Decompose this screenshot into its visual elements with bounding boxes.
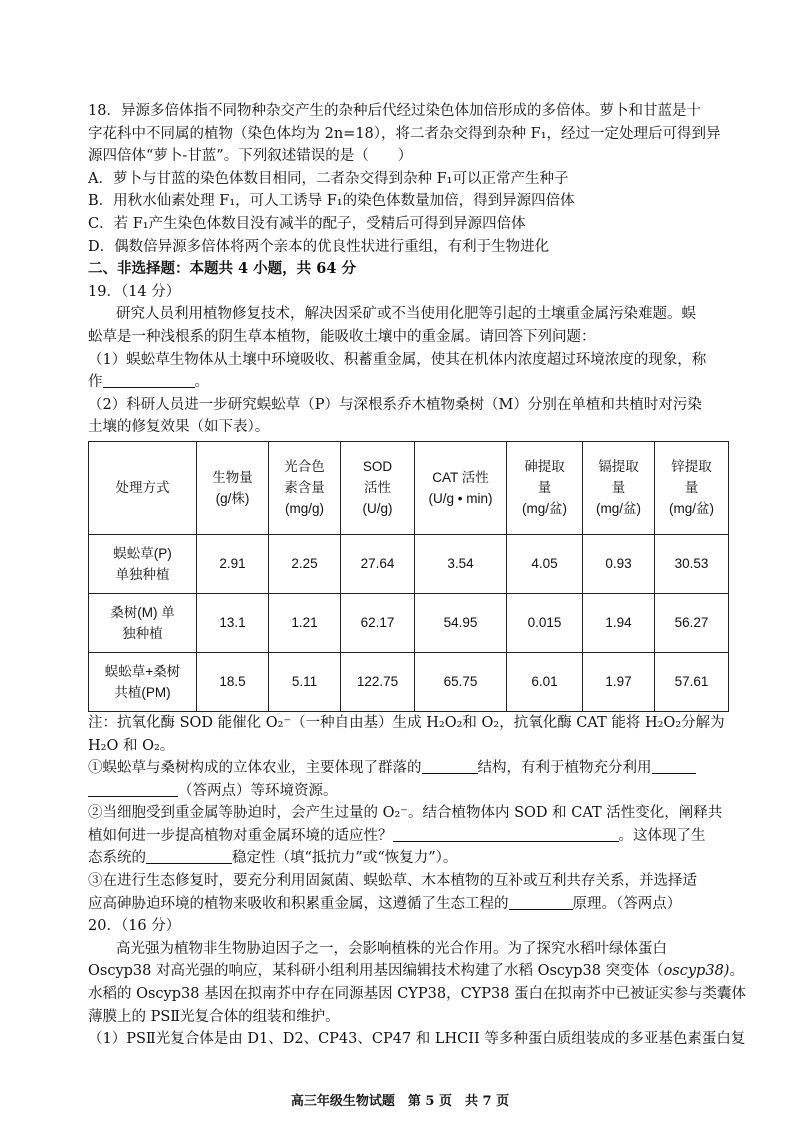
column-header-text: (mg/盆) <box>522 501 567 517</box>
table-row <box>89 652 729 711</box>
q19-part2-line: 土壤的修复效果（如下表）。 <box>88 419 270 436</box>
text: ①蜈蚣草与桑树构成的立体农业，主要体现了群落的 <box>88 760 422 777</box>
exam-page <box>88 100 747 1051</box>
q18-stem-line: 源四倍体“萝卜-甘蓝”。下列叙述错误的是（ ） <box>88 148 413 165</box>
text: 。 <box>729 963 744 980</box>
q19-intro-line: 蚣草是一种浅根系的阴生草本植物，能吸收土壤中的重金属。请回答下列问题： <box>88 328 596 345</box>
table-cell: 0.93 <box>583 534 655 593</box>
column-header-text: 砷提取 <box>524 459 565 475</box>
question-18 <box>88 100 728 258</box>
column-header <box>415 441 507 534</box>
text: 。 <box>194 374 209 391</box>
row-label <box>89 593 197 652</box>
q20-line <box>88 960 744 983</box>
row-label-text: 桑树(M) 单 <box>110 604 175 620</box>
table-cell: 2.91 <box>197 534 269 593</box>
q19-part1-line: （1）蜈蚣草生物体从土壤中环境吸收、积蓄重金属，使其在机体内浓度超过环境浓度的现象，称 <box>88 351 707 368</box>
q18-option-a: A．萝卜与甘蓝的染色体数目相同，二者杂交得到杂种 F₁可以正常产生种子 <box>88 170 569 187</box>
column-header-text: (U/g • min) <box>428 490 493 506</box>
table-cell: 5.11 <box>269 652 341 711</box>
column-header-text: 镉提取 <box>598 459 639 475</box>
text: 植如何进一步提高植物对重金属环境的适应性？ <box>88 827 393 844</box>
table-row <box>89 593 729 652</box>
column-header-text: (mg/盆) <box>669 501 714 517</box>
row-label-text: 单独种植 <box>115 566 170 582</box>
table-cell: 30.53 <box>655 534 729 593</box>
q19-sub2-line: ②当细胞受到重金属等胁迫时，会产生过量的 O₂⁻。结合植物体内 SOD 和 CAT 活性变化，阐释共 <box>88 805 723 822</box>
row-label-text: 独种植 <box>122 625 163 641</box>
q20-line: 高光强为植物非生物胁迫因子之一，会影响植株的光合作用。为了探究水稻叶绿体蛋白 <box>116 940 667 957</box>
table-cell: 4.05 <box>507 534 583 593</box>
q20-header: 20．（16 分） <box>88 918 181 935</box>
answer-blank[interactable] <box>422 759 478 774</box>
column-header <box>655 441 729 534</box>
table-cell: 54.95 <box>415 593 507 652</box>
column-header-text: (mg/g) <box>284 501 324 517</box>
column-header <box>197 441 269 534</box>
text: 原理。（答两点） <box>572 895 682 912</box>
column-header-text: 光合色 <box>284 459 325 475</box>
column-header-text: 量 <box>611 480 626 496</box>
mutant-name: oscyp38) <box>663 963 730 980</box>
answer-blank[interactable] <box>103 373 195 388</box>
question-19 <box>88 281 728 916</box>
table-cell: 57.61 <box>655 652 729 711</box>
answer-blank[interactable] <box>146 849 232 864</box>
q18-stem-line: 字花科中不同属的植物（染色体均为 2n=18），将二者杂交得到杂种 F₁，经过一定处理后可得到异 <box>88 125 721 142</box>
column-header <box>269 441 341 534</box>
q20-line: 薄膜上的 PSⅡ光复合体的组装和维护。 <box>88 1008 340 1025</box>
table-cell: 3.54 <box>415 534 507 593</box>
column-header <box>583 441 655 534</box>
table-cell: 1.21 <box>269 593 341 652</box>
q19-note-line: H₂O 和 O₂。 <box>88 737 175 754</box>
q20-line: （1）PSⅡ光复合体是由 D1、D2、CP43、CP47 和 LHCII 等多种蛋白质组装成的多亚基色素蛋白复 <box>88 1031 746 1048</box>
q18-stem-line: 18．异源多倍体指不同物种杂交产生的杂种后代经过染色体加倍形成的多倍体。萝卜和甘蓝是十 <box>88 103 701 119</box>
table-cell: 1.97 <box>583 652 655 711</box>
q19-sub1-line <box>88 780 728 803</box>
q19-part2-line: （2）科研人员进一步研究蜈蚣草（P）与深根系乔木植物桑树（M）分别在单植和共植时对污染 <box>88 396 702 413</box>
column-header-text: 量 <box>537 480 552 496</box>
column-header-text: 处理方式 <box>115 480 170 496</box>
text: 结构，有利于植物充分利用 <box>477 760 652 777</box>
answer-blank[interactable] <box>652 759 696 774</box>
answer-blank[interactable] <box>393 827 619 842</box>
row-label-text: 共植(PM) <box>114 684 171 700</box>
column-header-text: (g/株) <box>215 490 250 506</box>
q20-line: 水稻的 Oscyp38 基因在拟南芥中存在同源基因 CYP38，CYP38 蛋白在拟南芥中已被证实参与类囊体 <box>88 986 747 1003</box>
q19-header: 19．（14 分） <box>88 283 181 300</box>
row-label <box>89 534 197 593</box>
table-cell: 18.5 <box>197 652 269 711</box>
text: 应高砷胁迫环境的植物来吸收和积累重金属，这遵循了生态工程的 <box>88 895 509 912</box>
table-cell: 2.25 <box>269 534 341 593</box>
q19-sub2-line <box>88 825 728 848</box>
column-header-text: SOD <box>362 459 393 475</box>
page-footer: 高三年级生物试题 第 5 页 共 7 页 <box>290 1094 510 1109</box>
q18-option-b: B．用秋水仙素处理 F₁，可人工诱导 F₁的染色体数量加倍，得到异源四倍体 <box>88 193 575 210</box>
column-header-text: 锌提取 <box>671 459 712 475</box>
q19-sub1-line <box>88 757 728 780</box>
column-header <box>89 441 197 534</box>
row-label-text: 蜈蚣草(P) <box>113 545 172 561</box>
text: （答两点）等环境资源。 <box>178 782 338 799</box>
q19-sub2-line <box>88 847 728 870</box>
text: 态系统的 <box>88 850 146 867</box>
table-cell: 0.015 <box>507 593 583 652</box>
table-cell: 1.94 <box>583 593 655 652</box>
table-cell: 65.75 <box>415 652 507 711</box>
column-header-text: (mg/盆) <box>596 501 641 517</box>
section-heading: 二、非选择题：本题共 4 小题，共 64 分 <box>88 260 356 278</box>
column-header-text: (U/g) <box>362 501 393 517</box>
q18-option-d: D．偶数倍异源多倍体将两个亲本的优良性状进行重组，有利于生物进化 <box>88 238 550 255</box>
q19-note-line: 注：抗氧化酶 SOD 能催化 O₂⁻（一种自由基）生成 H₂O₂和 O₂，抗氧化酶 CAT 能将 H₂O₂分解为 <box>88 714 725 731</box>
column-header-text: 量 <box>684 480 699 496</box>
q18-option-c: C．若 F₁产生染色体数目没有减半的配子，受精后可得到异源四倍体 <box>88 215 526 232</box>
column-header-text: 素含量 <box>284 480 325 496</box>
table-row <box>89 534 729 593</box>
answer-blank[interactable] <box>88 782 178 797</box>
remediation-table <box>88 441 729 712</box>
table-cell: 56.27 <box>655 593 729 652</box>
q19-part1-line <box>88 371 728 394</box>
text: 。这体现了生 <box>618 827 706 844</box>
q19-sub3-line: ③在进行生态修复时，要充分利用固氮菌、蜈蚣草、木本植物的互补或互利共存关系，并选择适 <box>88 873 697 890</box>
q19-intro-line: 研究人员利用植物修复技术，解决因采矿或不当使用化肥等引起的土壤重金属污染难题。蜈 <box>116 306 696 323</box>
row-label-text: 蜈蚣草+桑树 <box>104 663 181 679</box>
text: Oscyp38 对高光强的响应，某科研小组利用基因编辑技术构建了水稻 Oscyp38 突变体（ <box>88 963 664 980</box>
column-header-text: 生物量 <box>212 469 253 485</box>
table-cell: 62.17 <box>341 593 415 652</box>
table-cell: 27.64 <box>341 534 415 593</box>
row-label <box>89 652 197 711</box>
column-header <box>507 441 583 534</box>
table-cell: 13.1 <box>197 593 269 652</box>
q19-sub3-line <box>88 893 728 916</box>
text: 作 <box>88 374 103 391</box>
text: 稳定性（填“抵抗力”或“恢复力”）。 <box>232 850 458 867</box>
table-cell: 6.01 <box>507 652 583 711</box>
table-cell: 122.75 <box>341 652 415 711</box>
question-20 <box>88 915 747 1051</box>
column-header-text: CAT 活性 <box>432 469 489 485</box>
column-header <box>341 441 415 534</box>
table-header-row <box>89 441 729 534</box>
column-header-text: 活性 <box>364 480 391 496</box>
answer-blank[interactable] <box>509 895 573 910</box>
